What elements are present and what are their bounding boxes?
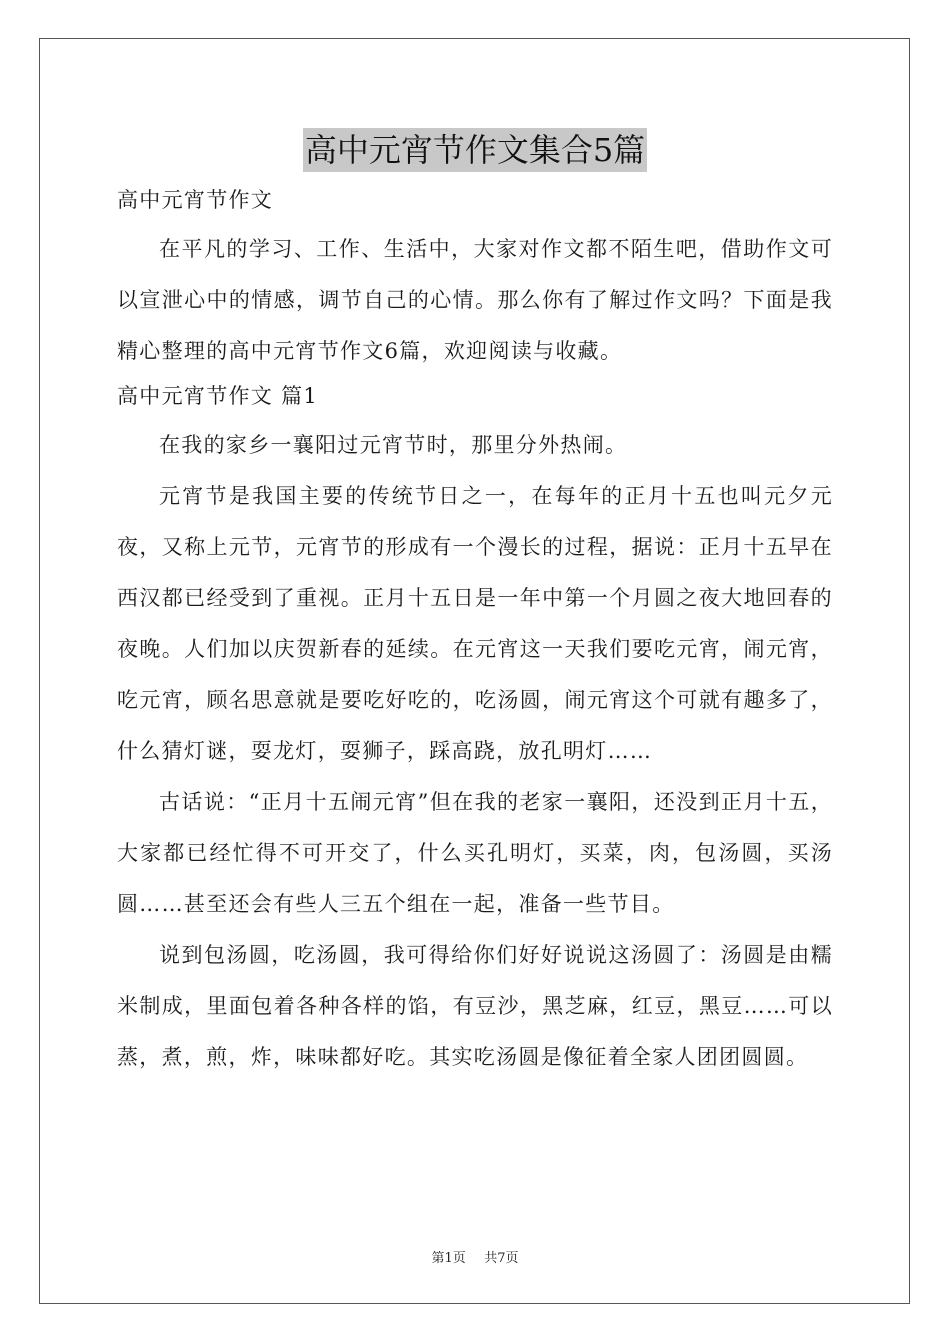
body-paragraph-4: 说到包汤圆，吃汤圆，我可得给你们好好说说这汤圆了：汤圆是由糯米制成，里面包着各种各样的馅，有豆沙，黑芝麻，红豆，黑豆……可以蒸，煮，煎，炸，味味都好吃。其实吃汤圆是像征着全家人团团圆圆。 bbox=[117, 943, 833, 1069]
page-footer bbox=[0, 1247, 950, 1266]
page-total: 共7页 bbox=[484, 1251, 519, 1266]
body-paragraph-2: 元宵节是我国主要的传统节日之一，在每年的正月十五也叫元夕元夜，又称上元节，元宵节的形成有一个漫长的过程，据说：正月十五早在西汉都已经受到了重视。正月十五日是一年中第一个月圆之夜大地回春的夜晚。人们加以庆贺新春的延续。在元宵这一天我们要吃元宵，闹元宵，吃元宵，顾名思意就是要吃好吃的，吃汤圆，闹元宵这个可就有趣多了，什么猜灯谜，耍龙灯，耍狮子，踩高跷，放孔明灯…… bbox=[117, 484, 833, 763]
body-paragraph-1: 在我的家乡一襄阳过元宵节时，那里分外热闹。 bbox=[159, 433, 628, 457]
document-title: 高中元宵节作文集合5篇 bbox=[303, 128, 647, 172]
document-body bbox=[117, 178, 833, 1083]
intro-paragraph: 在平凡的学习、工作、生活中，大家对作文都不陌生吧，借助作文可以宣泄心中的情感，调节自己的心情。那么你有了解过作文吗？下面是我精心整理的高中元宵节作文6篇，欢迎阅读与收藏。 bbox=[117, 237, 833, 363]
body-paragraph-3: 古话说：“正月十五闹元宵”但在我的老家一襄阳，还没到正月十五，大家都已经忙得不可开交了，什么买孔明灯，买菜，肉，包汤圆，买汤圆……甚至还会有些人三五个组在一起，准备一些节目。 bbox=[117, 790, 833, 916]
document-subtitle: 高中元宵节作文 bbox=[117, 188, 274, 212]
section-heading: 高中元宵节作文 篇1 bbox=[117, 384, 319, 408]
page-number: 第1页 bbox=[431, 1251, 466, 1266]
title-container bbox=[0, 128, 950, 172]
